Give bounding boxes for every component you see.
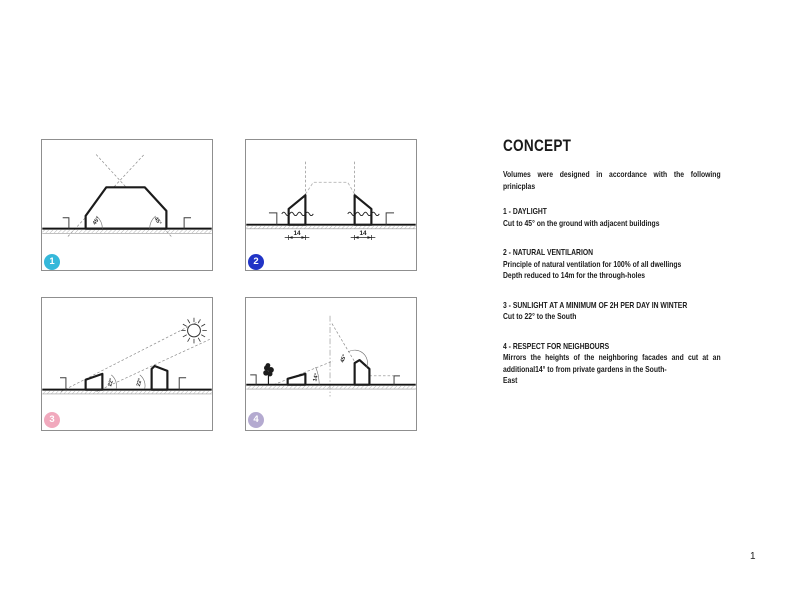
lamppost-icon bbox=[386, 213, 394, 225]
angle-label: 22° bbox=[107, 377, 116, 388]
ground bbox=[42, 390, 211, 394]
intro-line: Volumes were designed in accordance with the following bbox=[503, 169, 721, 179]
section-line: Cut to 45° on the ground with adjacent buildings bbox=[503, 217, 660, 228]
lamppost-icon bbox=[394, 376, 400, 385]
section-heading: 2 - NATURAL VENTILARION bbox=[503, 247, 594, 257]
dimension-label: 14 bbox=[293, 230, 301, 238]
ground bbox=[246, 225, 415, 229]
sun-icon bbox=[181, 318, 207, 344]
intro-line: prinicplas bbox=[503, 180, 536, 191]
section-sunlight bbox=[503, 300, 721, 323]
section-line: Mirrors the heights of the neighboring facades and cut at an bbox=[503, 352, 721, 362]
building-section bbox=[86, 374, 103, 390]
panel-2-ventilation bbox=[245, 139, 417, 271]
panel-2-drawing bbox=[246, 140, 416, 270]
section-heading: 1 - DAYLIGHT bbox=[503, 206, 547, 216]
lamppost-icon bbox=[179, 378, 186, 390]
dimension-right bbox=[351, 230, 376, 240]
lamppost-icon bbox=[184, 218, 191, 229]
panel-4-drawing bbox=[246, 298, 416, 430]
lamppost-icon bbox=[250, 375, 256, 385]
section-heading: 4 - RESPECT FOR NEIGHBOURS bbox=[503, 340, 610, 351]
dimension-left bbox=[285, 230, 310, 240]
panel-1-badge: 1 bbox=[44, 254, 60, 270]
section-heading: 3 - SUNLIGHT AT A MINIMUM OF 2H PER DAY IN WINTER bbox=[503, 299, 688, 310]
page-title: CONCEPT bbox=[503, 136, 572, 155]
building-section bbox=[289, 195, 306, 225]
tree-icon bbox=[263, 363, 274, 385]
angle-label: 45° bbox=[152, 216, 163, 227]
view-angle-guides bbox=[274, 324, 394, 385]
lamppost-icon bbox=[60, 378, 66, 390]
building-section bbox=[355, 195, 372, 225]
building-section bbox=[152, 366, 168, 390]
angle-label: 45° bbox=[339, 353, 349, 364]
section-line: Cut to 22° to the South bbox=[503, 311, 577, 321]
angle-label: 22° bbox=[135, 377, 144, 388]
panel-1-drawing bbox=[42, 140, 212, 270]
original-volume-outline bbox=[305, 182, 354, 194]
section-neighbours bbox=[503, 341, 721, 387]
section-ventilation bbox=[503, 247, 721, 282]
concept-text-column bbox=[503, 136, 721, 405]
panel-4-neighbours bbox=[245, 297, 417, 431]
panel-3-sunlight bbox=[41, 297, 213, 431]
dimension-label: 14 bbox=[359, 230, 367, 238]
section-line: East bbox=[503, 375, 518, 385]
angle-label: 14° bbox=[312, 372, 321, 383]
lamppost-icon bbox=[269, 213, 277, 225]
panel-4-badge: 4 bbox=[248, 412, 264, 428]
page-number: 1 bbox=[750, 551, 756, 562]
section-line: additional14° to from private gardens in the South- bbox=[503, 363, 667, 374]
vertical-guides bbox=[305, 162, 354, 196]
panel-2-badge: 2 bbox=[248, 254, 264, 270]
section-line: Principle of natural ventilation for 100% of all dwellings bbox=[503, 258, 682, 269]
panel-3-badge: 3 bbox=[44, 412, 60, 428]
panel-3-drawing bbox=[42, 298, 212, 430]
intro-paragraph bbox=[503, 169, 721, 192]
ground bbox=[246, 385, 415, 389]
lamppost-icon bbox=[63, 218, 69, 229]
angle-label: 45° bbox=[91, 216, 102, 227]
section-line: Depth reduced to 14m for the through-holes bbox=[503, 270, 646, 280]
panel-1-daylight bbox=[41, 139, 213, 271]
building-section bbox=[288, 374, 306, 385]
section-daylight bbox=[503, 206, 721, 229]
